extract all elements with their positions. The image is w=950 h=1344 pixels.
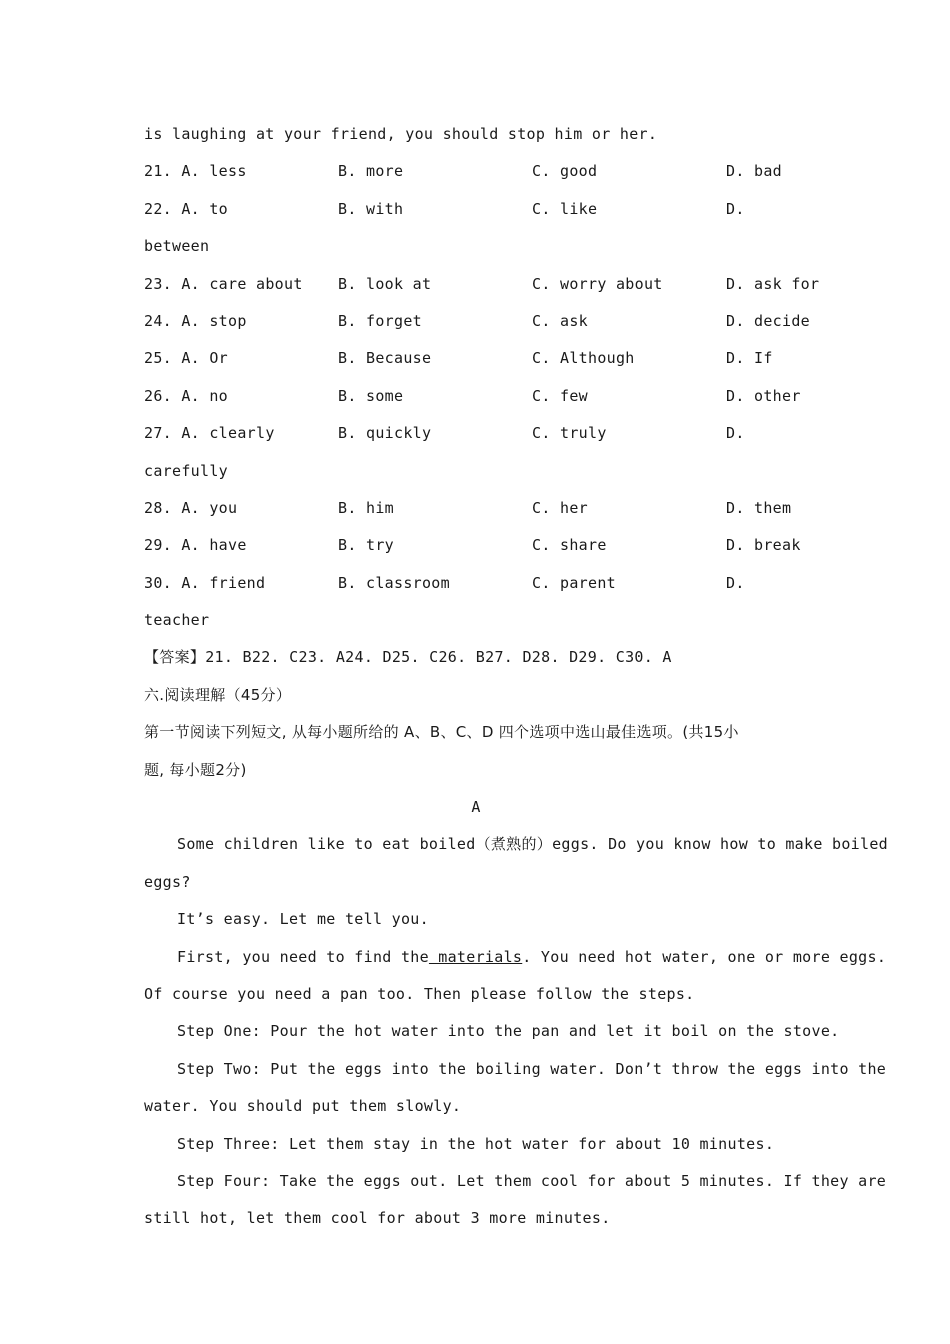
question-number: 29. bbox=[144, 536, 172, 555]
option-c: C. good bbox=[532, 162, 598, 181]
question-number: 23. bbox=[144, 274, 172, 293]
option-a bbox=[144, 153, 247, 190]
question-row bbox=[144, 191, 808, 228]
passage-p3-line2: Of course you need a pan too. Then please follow the steps. bbox=[144, 984, 695, 1003]
question-number: 26. bbox=[144, 386, 172, 405]
question-number: 21. bbox=[144, 162, 172, 181]
question-number: 25. bbox=[144, 349, 172, 368]
passage-p2: It’s easy. Let me tell you. bbox=[177, 910, 429, 929]
passage-letter: A bbox=[471, 798, 481, 817]
question-number: 24. bbox=[144, 311, 172, 330]
option-c: C. her bbox=[532, 498, 588, 517]
question-row bbox=[144, 266, 820, 303]
question-number: 22. bbox=[144, 199, 172, 218]
option-a bbox=[144, 378, 228, 415]
option-a-text: A. less bbox=[181, 162, 247, 181]
option-c: C. truly bbox=[532, 424, 607, 443]
answer-line bbox=[144, 639, 808, 676]
option-d: D. ask for bbox=[726, 274, 820, 293]
option-d: D. bbox=[726, 573, 745, 592]
question-row bbox=[144, 340, 808, 377]
option-b: B. more bbox=[338, 162, 404, 181]
option-d-wrap: teacher bbox=[144, 611, 210, 630]
option-a bbox=[144, 191, 228, 228]
option-c: C. worry about bbox=[532, 274, 663, 293]
option-d: D. bbox=[726, 424, 745, 443]
step-four-line1: Step Four: Take the eggs out. Let them cool for about 5 minutes. If they are bbox=[177, 1171, 887, 1190]
answer-label: 【答案】 bbox=[144, 648, 206, 667]
option-d: D. decide bbox=[726, 311, 810, 330]
option-a bbox=[144, 565, 265, 602]
option-b: B. Because bbox=[338, 349, 432, 368]
option-d-wrap: between bbox=[144, 237, 210, 256]
instruction-line-1: 第一节阅读下列短文, 从每小题所给的 A、B、C、D 四个选项中选山最佳选项。(共15小 bbox=[144, 723, 739, 742]
option-a bbox=[144, 490, 237, 527]
passage-p3-line1 bbox=[144, 939, 887, 976]
option-b: B. try bbox=[338, 536, 394, 555]
question-number: 30. bbox=[144, 573, 172, 592]
option-a-text: A. Or bbox=[181, 349, 228, 368]
option-a-text: A. have bbox=[181, 536, 247, 555]
option-d: D. them bbox=[726, 498, 792, 517]
document-page bbox=[144, 116, 888, 1238]
question-row bbox=[144, 490, 808, 527]
step-four-line2: still hot, let them cool for about 3 more minutes. bbox=[144, 1209, 611, 1228]
option-b: B. him bbox=[338, 498, 394, 517]
option-c: C. ask bbox=[532, 311, 588, 330]
option-d: D. other bbox=[726, 386, 801, 405]
option-c: C. like bbox=[532, 199, 598, 218]
option-a bbox=[144, 303, 247, 340]
passage-p1-line1: Some children like to eat boiled（煮熟的）eggs. Do you know how to make boiled bbox=[177, 835, 888, 854]
question-number: 27. bbox=[144, 424, 172, 443]
option-a-text: A. you bbox=[181, 498, 238, 517]
option-d: D. bad bbox=[726, 162, 782, 181]
option-a-text: A. stop bbox=[181, 311, 247, 330]
option-a-text: A. care about bbox=[181, 274, 303, 293]
option-d-wrap: carefully bbox=[144, 461, 228, 480]
option-a bbox=[144, 266, 303, 303]
question-row bbox=[144, 415, 808, 452]
option-a bbox=[144, 415, 275, 452]
intro-line: is laughing at your friend, you should stop him or her. bbox=[144, 125, 658, 143]
question-number: 28. bbox=[144, 498, 172, 517]
option-d: D. bbox=[726, 199, 745, 218]
section-title: 六.阅读理解（45分） bbox=[144, 685, 292, 704]
question-row bbox=[144, 378, 808, 415]
underlined-word: materials bbox=[428, 947, 523, 966]
option-b: B. classroom bbox=[338, 573, 450, 592]
option-a-text: A. to bbox=[181, 199, 228, 218]
answer-text: 21. B22. C23. A24. D25. C26. B27. D28. D29. C30. A bbox=[205, 648, 672, 667]
step-three: Step Three: Let them stay in the hot water for about 10 minutes. bbox=[177, 1134, 775, 1153]
option-c: C. few bbox=[532, 386, 588, 405]
question-list bbox=[144, 153, 820, 639]
passage-p1-line2: eggs? bbox=[144, 872, 191, 891]
option-b: B. some bbox=[338, 386, 404, 405]
option-a-text: A. friend bbox=[181, 573, 266, 592]
step-two-line1: Step Two: Put the eggs into the boiling water. Don’t throw the eggs into the bbox=[177, 1059, 887, 1078]
passage-p3-after: . You need hot water, one or more eggs. bbox=[522, 947, 887, 966]
option-d: D. If bbox=[726, 349, 773, 368]
option-a-text: A. no bbox=[181, 386, 228, 405]
option-c: C. Although bbox=[532, 349, 635, 368]
question-row bbox=[144, 527, 808, 564]
instruction-line-2: 题, 每小题2分) bbox=[144, 760, 247, 779]
option-b: B. quickly bbox=[338, 424, 432, 443]
option-a bbox=[144, 527, 247, 564]
option-b: B. look at bbox=[338, 274, 432, 293]
option-a-text: A. clearly bbox=[181, 424, 275, 443]
passage-p3-before: First, you need to find the bbox=[177, 947, 429, 966]
option-c: C. parent bbox=[532, 573, 616, 592]
question-row bbox=[144, 303, 808, 340]
step-two-line2: water. You should put them slowly. bbox=[144, 1097, 462, 1116]
option-b: B. with bbox=[338, 199, 404, 218]
option-c: C. share bbox=[532, 536, 607, 555]
option-d: D. break bbox=[726, 536, 801, 555]
option-a bbox=[144, 340, 228, 377]
question-row bbox=[144, 153, 808, 190]
question-row bbox=[144, 565, 808, 602]
step-one: Step One: Pour the hot water into the pan and let it boil on the stove. bbox=[177, 1022, 840, 1041]
option-b: B. forget bbox=[338, 311, 422, 330]
